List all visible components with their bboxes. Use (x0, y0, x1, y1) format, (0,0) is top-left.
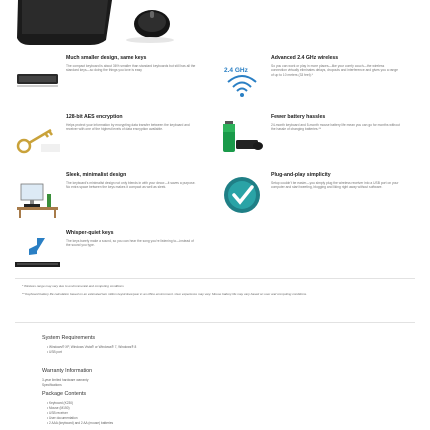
requirement-item: • Windows® XP, Windows Vista® or Windows® 7, Windows® 8 (47, 345, 137, 349)
feature-desc: Helps protect your information by encrypting data transfer between the keyboard and receiver with one of the highest levels of data encryption available. (66, 123, 190, 132)
feature-title: Sleek, minimalist design (66, 172, 127, 178)
checkmark-icon (222, 175, 262, 215)
requirements-title: System Requirements (42, 335, 96, 341)
package-item: • Keyboard (K230) (47, 401, 74, 405)
feature-title: Fewer battery hassles (271, 114, 326, 120)
warranty-item: Specifications (42, 383, 62, 387)
feature-title: Advanced 2.4 GHz wireless (271, 55, 339, 61)
feature-title: 128-bit AES encryption (66, 114, 123, 120)
divider (15, 322, 415, 323)
divider (15, 278, 415, 279)
desk-icon (15, 182, 60, 219)
footnote: * Wireless range may vary due to environmental and computing conditions (22, 284, 124, 288)
feature-compact-icon (15, 70, 60, 90)
feature-title: Plug-and-play simplicity (271, 172, 331, 178)
package-item: • Mouse (M150) (47, 406, 70, 410)
package-item: • User documentation (47, 416, 78, 420)
feature-desc: Setup couldn't be easier—you simply plug the wireless receiver into a USB port on your computer and start tweeting, blogging and liking right away without software. (271, 181, 399, 190)
feature-desc: The compact keyboard is about 36% smaller than standard keyboards but still has all the standard keys—so doing the things you love is easy (66, 64, 196, 73)
frequency-badge: 2.4 GHz (224, 67, 248, 74)
package-title: Package Contents (42, 391, 87, 397)
package-item: • 2 AAA (keyboard) and 2 AA (mouse) batteries (47, 421, 114, 425)
feature-title: Whisper-quiet keys (66, 230, 114, 236)
keyboard-mute-icon (15, 235, 60, 268)
feature-desc: 24-month keyboard and 5-month mouse battery life mean you can go for months without the hassle of changing batteries.** (271, 123, 400, 132)
product-hero-image (0, 0, 180, 48)
requirement-item: • USB port (47, 350, 62, 354)
feature-desc: The keyboard's minimalist design not only blends in with your decor—it saves a purpose. No extra space between the keys makes it compact as well as sleek. (66, 181, 196, 190)
package-item: • USB receiver (47, 411, 68, 415)
feature-desc: The keys barely make a sound, so you can hear the song you're listening to—instead of the sound you type. (66, 239, 194, 248)
key-icon (15, 122, 60, 157)
footnote: ** Keyboard battery life calculation based on an estimated two million keystrokes/year in an office environment. User experience may vary. Mouse battery life may vary based on user and computing conditions. (22, 292, 308, 296)
battery-icon (222, 118, 264, 158)
warranty-item: 3-year limited hardware warranty (42, 378, 89, 382)
feature-desc: So you can work or play in more places—like your comfy couch—the wireless connection virtually eliminates delays, dropouts and interference and gives you a range of up to 10 meters (33 feet).* (271, 64, 399, 77)
feature-title: Much smaller design, same keys (66, 55, 147, 61)
wifi-icon (222, 60, 262, 100)
warranty-title: Warranty Information (42, 368, 93, 374)
